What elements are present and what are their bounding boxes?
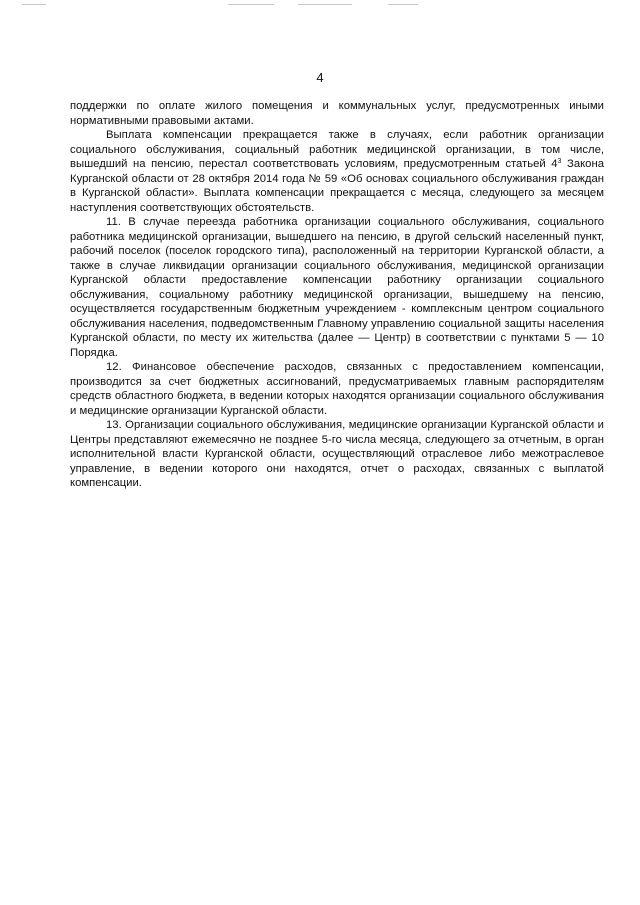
article-superscript: 3 [557, 158, 562, 165]
scan-artifact [22, 4, 46, 5]
page-number: 4 [316, 70, 324, 85]
paragraph-text: Закона Курганской области от 28 октября 2014 года № 59 «Об основах социального обслуживания граждан в Курганской области». Выплата компенсации прекращается с месяца, следующего за месяцем наступления соответствующих обстоятельств. [70, 158, 604, 214]
paragraph-termination [70, 128, 604, 215]
paragraph-continuation: поддержки по оплате жилого помещения и коммунальных услуг, предусмотренных иными нормативными правовыми актами. [70, 100, 604, 127]
paragraph-item-13: 13. Организации социального обслуживания, медицинские организации Курганской области и Центры представляют ежемесячно не позднее 5-го числа месяца, следующего за отчетным, в орган исполнительной власти Курганской области, осуществляющий отраслевое либо межотраслевое управление, в ведении которого они находятся, отчет о расходах, связанных с выплатой компенсации. [70, 419, 604, 489]
paragraph-item-11: 11. В случае переезда работника организации социального обслуживания, социального работника медицинской организации, вышедшего на пенсию, в другой сельский населенный пункт, рабочий поселок (поселок городского типа), расположенный на территории Курганской области, а также в случае ликвидации организации социального обслуживания, медицинской организации Курганской области предоставление компенсации работнику организации социального обслуживания, социальному работнику медицинской организации, вышедшему на пенсию, осуществляется государственным бюджетным учреждением - комплексным центром социального обслуживания населения, подведомственным Главному управлению социальной защиты населения Курганской области, по месту их жительства (далее — Центр) в соответствии с пунктами 5 — 10 Порядка. [70, 216, 604, 359]
paragraph-item-12: 12. Финансовое обеспечение расходов, связанных с предоставлением компенсации, производится за счет бюджетных ассигнований, предусматриваемых главным распорядителям средств областного бюджета, в ведении которых находятся организации социального обслуживания и медицинские организации Курганской области. [70, 361, 604, 417]
scan-artifact [228, 4, 274, 5]
scan-artifact [298, 4, 352, 5]
document-body [70, 99, 604, 491]
paragraph-text: Выплата компенсации прекращается также в случаях, если работник организации социального обслуживания, социальный работник медицинской организации, в том числе, вышедший на пенсию, перестал соответствовать условиям, предусмотренным статьей 4 [70, 129, 604, 170]
scan-artifact [388, 4, 418, 5]
